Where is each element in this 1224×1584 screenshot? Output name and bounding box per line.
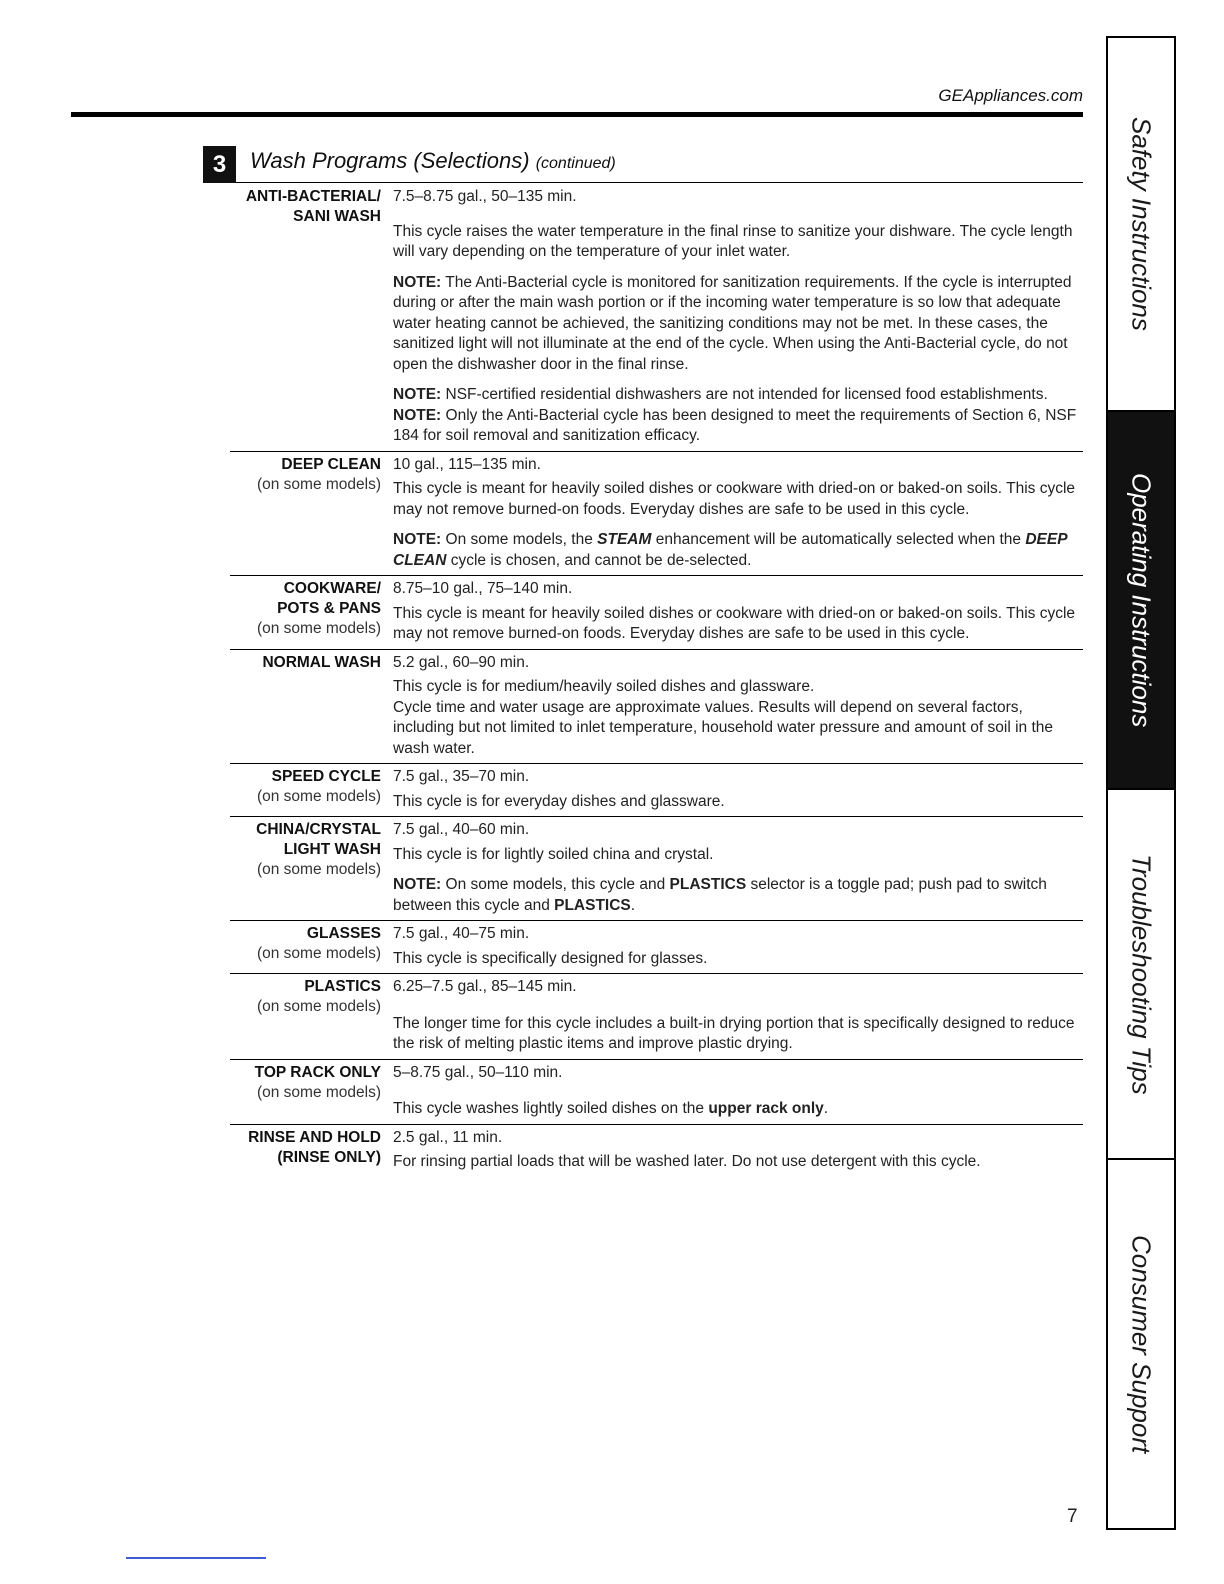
program-availability: (on some models)	[256, 861, 381, 878]
program-deep-clean	[230, 451, 1083, 576]
program-china-crystal	[230, 816, 1083, 920]
section-title-text: Wash Programs (Selections)	[250, 148, 530, 173]
program-cookware	[230, 575, 1083, 649]
link-underline	[126, 1557, 266, 1559]
program-availability: (on some models)	[256, 475, 381, 493]
program-rinse-and-hold	[230, 1124, 1083, 1177]
program-spec: 7.5–8.75 gal., 50–135 min.	[393, 188, 577, 205]
note-text: cycle is chosen, and cannot be de-selected.	[446, 551, 752, 569]
program-name: RINSE AND HOLD	[248, 1128, 381, 1146]
program-plastics	[230, 973, 1083, 1059]
program-description: This cycle is meant for heavily soiled dishes or cookware with dried-on or baked-on soils. This cycle may not remove burned-on foods. Everyday dishes are safe to be used in this cycle.	[393, 480, 1076, 518]
program-availability: (on some models)	[256, 620, 381, 637]
program-name: NORMAL WASH	[262, 653, 381, 671]
program-spec: 7.5 gal., 40–75 min.	[393, 925, 530, 942]
section-header	[203, 146, 1083, 183]
tab-label: Consumer Support	[1126, 1234, 1157, 1454]
program-name: PLASTICS	[304, 978, 381, 995]
program-top-rack-only	[230, 1059, 1083, 1124]
program-note	[393, 406, 1083, 447]
program-anti-bacterial	[230, 184, 1083, 451]
program-description	[393, 1099, 1083, 1120]
program-speed-cycle	[230, 763, 1083, 816]
program-name: COOKWARE/	[283, 580, 381, 597]
program-note	[393, 385, 1083, 406]
program-availability: (on some models)	[256, 998, 381, 1015]
note-text: .	[630, 896, 636, 914]
program-name: CHINA/CRYSTAL	[256, 821, 381, 838]
tab-label: Troubleshooting Tips	[1126, 853, 1157, 1095]
program-spec: 5.2 gal., 60–90 min.	[393, 653, 530, 671]
program-description: Cycle time and water usage are approximate values. Results will depend on several factors, including but not limited to inlet temperature, household water pressure and amount of soil in the wash water.	[393, 698, 1053, 757]
tab-troubleshooting-tips[interactable]	[1108, 788, 1174, 1160]
note-label: NOTE:	[393, 406, 442, 424]
program-spec: 5–8.75 gal., 50–110 min.	[393, 1063, 563, 1081]
program-description: This cycle is for lightly soiled china and crystal.	[393, 845, 714, 863]
top-rule	[71, 112, 1083, 117]
program-description: This cycle is specifically designed for glasses.	[393, 949, 708, 967]
note-emphasis: PLASTICS	[554, 896, 631, 914]
program-spec: 10 gal., 115–135 min.	[393, 455, 541, 473]
program-description: For rinsing partial loads that will be washed later. Do not use detergent with this cycle.	[393, 1153, 981, 1170]
note-text: Only the Anti-Bacterial cycle has been designed to meet the requirements of Section 6, NSF 184 for soil removal and sanitization efficacy.	[393, 406, 1077, 444]
note-text: NSF-certified residential dishwashers are not intended for licensed food establishments.	[441, 386, 1048, 403]
description-text: This cycle washes lightly soiled dishes on the	[393, 1100, 709, 1117]
note-label: NOTE:	[393, 273, 442, 291]
program-spec: 7.5 gal., 35–70 min.	[393, 768, 530, 785]
program-availability: (on some models)	[256, 1083, 381, 1101]
program-name: (RINSE ONLY)	[277, 1148, 381, 1166]
description-text: .	[823, 1100, 829, 1117]
section-title	[250, 148, 616, 174]
note-emphasis: DEEP CLEAN	[393, 531, 1067, 569]
note-text: On some models, this cycle and	[441, 876, 670, 893]
note-text: enhancement will be automatically selected when the	[651, 531, 1026, 548]
tab-consumer-support[interactable]	[1108, 1160, 1174, 1528]
program-list	[230, 184, 1083, 1177]
program-name: POTS & PANS	[277, 600, 381, 617]
note-label: NOTE:	[393, 531, 442, 548]
program-spec: 2.5 gal., 11 min.	[393, 1128, 503, 1146]
program-name: SANI WASH	[293, 208, 381, 225]
side-tab-nav	[1106, 36, 1176, 1530]
tab-safety-instructions[interactable]	[1108, 38, 1174, 412]
note-text: The Anti-Bacterial cycle is monitored for sanitization requirements. If the cycle is interrupted during or after the main wash portion or if the incoming water temperature is so low that adequate water heating cannot be achieved, the sanitizing conditions may not be met. In these cases, the sanitized light will not illuminate at the end of the cycle. When using the Anti-Bacterial cycle, do not open the dishwasher door in the final rinse.	[393, 273, 1072, 373]
section-number: 3	[203, 146, 236, 183]
page-number: 7	[1067, 1506, 1078, 1527]
program-note	[393, 530, 1083, 571]
tab-operating-instructions[interactable]	[1108, 412, 1174, 788]
program-name: ANTI-BACTERIAL/	[245, 188, 381, 205]
program-description: This cycle raises the water temperature in the final rinse to sanitize your dishware. The cycle length will vary depending on the temperature of your inlet water.	[393, 222, 1073, 260]
program-availability: (on some models)	[256, 945, 381, 962]
program-name: TOP RACK ONLY	[254, 1063, 381, 1081]
tab-label: Safety Instructions	[1126, 117, 1157, 331]
note-text: selector is a toggle pad; push pad to switch between this cycle and	[393, 876, 1047, 914]
note-label: NOTE:	[393, 876, 442, 893]
note-emphasis: PLASTICS	[669, 876, 747, 893]
program-note	[393, 875, 1083, 916]
section-subtitle: (continued)	[535, 155, 616, 172]
program-name: LIGHT WASH	[283, 841, 381, 858]
note-text: On some models, the	[441, 531, 598, 548]
program-spec: 7.5 gal., 40–60 min.	[393, 821, 530, 838]
program-name: DEEP CLEAN	[281, 455, 381, 473]
program-description: This cycle is for everyday dishes and glassware.	[393, 792, 725, 810]
program-description: This cycle is for medium/heavily soiled dishes and glassware.	[393, 678, 815, 695]
program-spec: 6.25–7.5 gal., 85–145 min.	[393, 978, 577, 995]
description-emphasis: upper rack only	[708, 1100, 824, 1117]
program-spec: 8.75–10 gal., 75–140 min.	[393, 580, 573, 597]
program-normal-wash	[230, 649, 1083, 764]
note-label: NOTE:	[393, 386, 442, 403]
program-glasses	[230, 920, 1083, 973]
tab-label: Operating Instructions	[1126, 472, 1157, 728]
program-name: GLASSES	[306, 925, 381, 942]
program-name: SPEED CYCLE	[271, 768, 381, 785]
program-description: The longer time for this cycle includes a built-in drying portion that is specifically designed to reduce the risk of melting plastic items and improve plastic drying.	[393, 1014, 1075, 1052]
note-emphasis: STEAM	[597, 531, 652, 548]
site-url[interactable]: GEAppliances.com	[938, 86, 1083, 105]
program-description: This cycle is meant for heavily soiled dishes or cookware with dried-on or baked-on soils. This cycle may not remove burned-on foods. Everyday dishes are safe to be used in this cycle.	[393, 604, 1076, 642]
program-availability: (on some models)	[256, 788, 381, 805]
program-note	[393, 273, 1083, 376]
